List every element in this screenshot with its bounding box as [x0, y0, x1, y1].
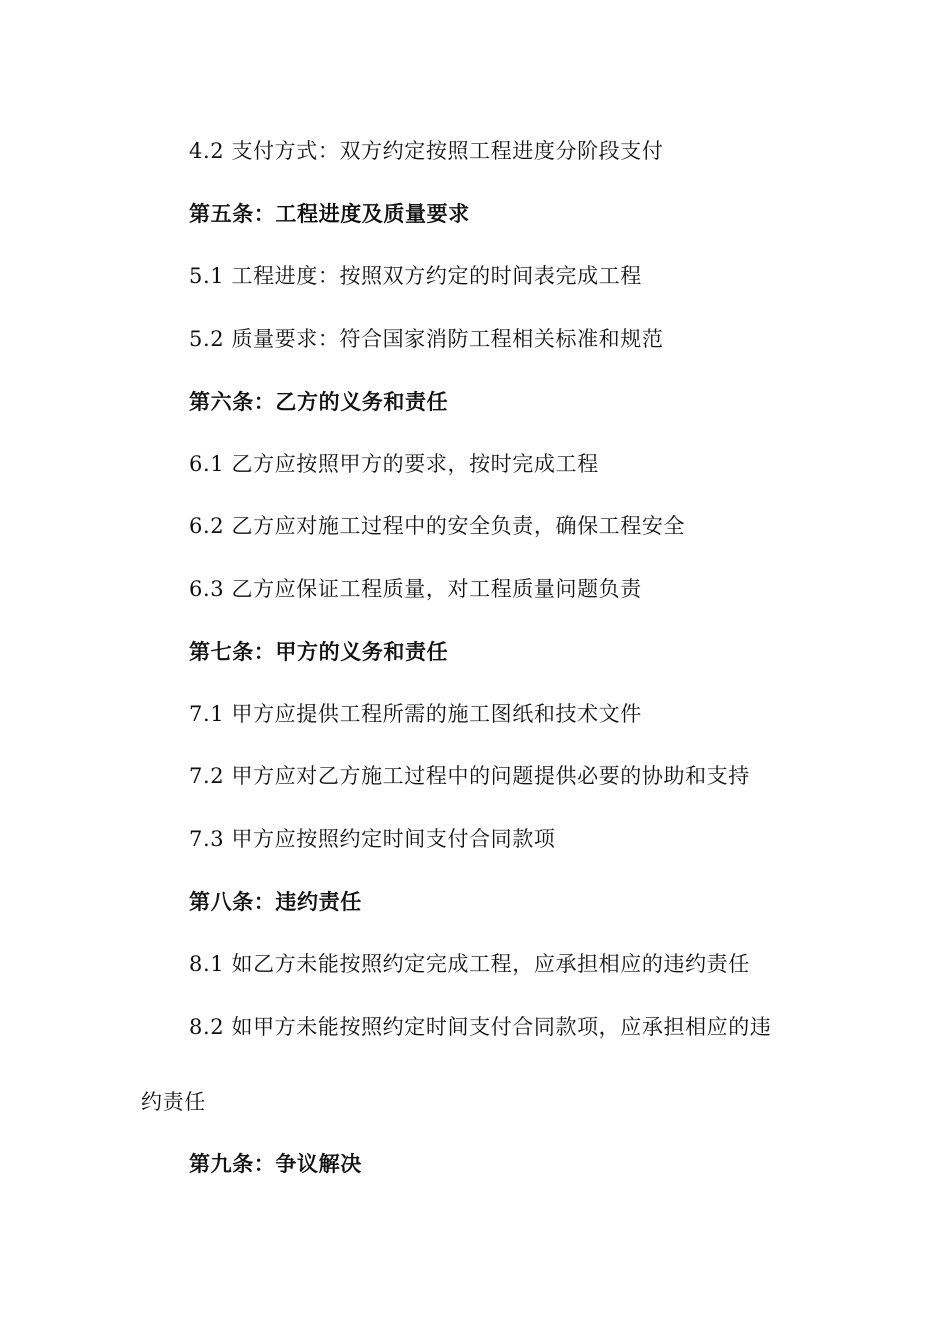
- article-8-heading: 第八条：违约责任: [189, 889, 362, 914]
- article-9-heading: 第九条：争议解决: [189, 1151, 362, 1176]
- article-5-heading: 第五条：工程进度及质量要求: [189, 201, 470, 226]
- clause-7-1: 7.1 甲方应提供工程所需的施工图纸和技术文件: [189, 702, 642, 726]
- clause-8-2: 8.2 如甲方未能按照约定时间支付合同款项，应承担相应的违: [189, 1015, 772, 1039]
- clause-8-1: 8.1 如乙方未能按照约定完成工程，应承担相应的违约责任: [189, 952, 750, 976]
- clause-5-1: 5.1 工程进度：按照双方约定的时间表完成工程: [189, 264, 642, 288]
- clause-5-2: 5.2 质量要求：符合国家消防工程相关标准和规范: [189, 327, 664, 351]
- article-6-heading: 第六条：乙方的义务和责任: [189, 389, 449, 414]
- clause-6-1: 6.1 乙方应按照甲方的要求，按时完成工程: [189, 452, 599, 476]
- clause-8-2-continuation: 约责任: [141, 1090, 206, 1114]
- clause-4-2: 4.2 支付方式：双方约定按照工程进度分阶段支付: [189, 139, 664, 163]
- article-7-heading: 第七条：甲方的义务和责任: [189, 639, 449, 664]
- clause-6-2: 6.2 乙方应对施工过程中的安全负责，确保工程安全: [189, 514, 686, 538]
- clause-6-3: 6.3 乙方应保证工程质量，对工程质量问题负责: [189, 577, 642, 601]
- clause-7-3: 7.3 甲方应按照约定时间支付合同款项: [189, 827, 556, 851]
- clause-7-2: 7.2 甲方应对乙方施工过程中的问题提供必要的协助和支持: [189, 764, 750, 788]
